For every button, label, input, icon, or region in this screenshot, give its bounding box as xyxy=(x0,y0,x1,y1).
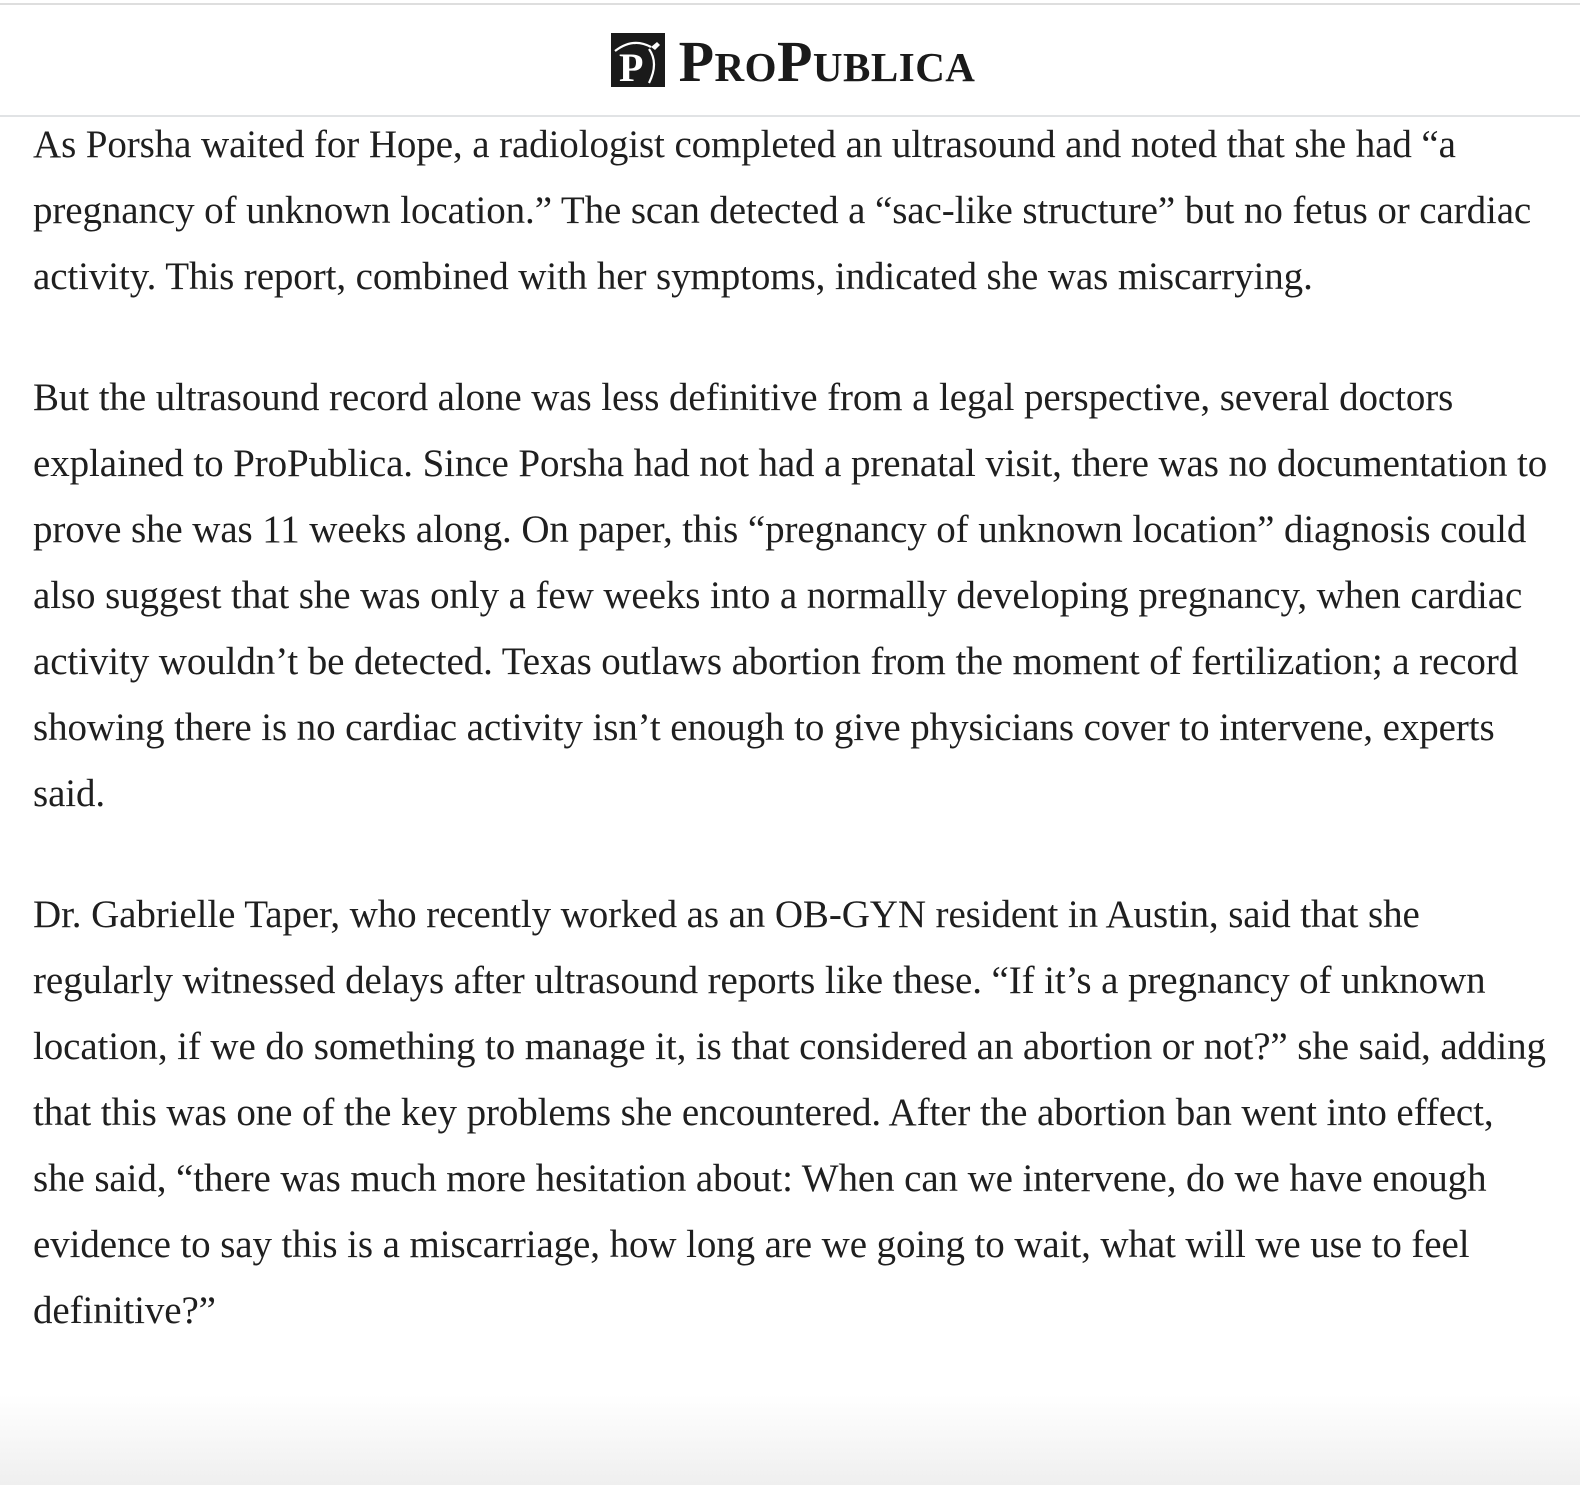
article-paragraph: Dr. Gabrielle Taper, who recently worked as an OB-GYN resident in Austin, said that she regularly witnessed delays after ultrasound reports like these. “If it’s a pregnancy of unknown location, if we do something to manage it, is that considered an abortion or not?” she said, adding that this was one of the key problems she encountered. After the abortion ban went into effect, she said, “there was much more hesitation about: When can we intervene, do we have enough evidence to say this is a miscarriage, how long are we going to wait, what will we use to feel definitive?” xyxy=(33,893,1546,1332)
brand-wordmark: ProPublica xyxy=(678,29,976,94)
article-body xyxy=(33,112,1548,1399)
propublica-p-mark-icon xyxy=(611,33,665,87)
propublica-logo[interactable] xyxy=(611,29,976,94)
article-paragraph: As Porsha waited for Hope, a radiologist completed an ultrasound and noted that she had “a pregnancy of unknown location.” The scan detected a “sac-like structure” but no fetus or cardiac activity. This report, combined with her symptoms, indicated she was miscarrying. xyxy=(33,123,1532,298)
logo-letter: P xyxy=(618,45,644,87)
masthead xyxy=(0,5,1580,117)
article-paragraph: But the ultrasound record alone was less definitive from a legal perspective, several doctors explained to ProPublica. Since Porsha had not had a prenatal visit, there was no documentation to prove she was 11 weeks along. On paper, this “pregnancy of unknown location” diagnosis could also suggest that she was only a few weeks into a normally developing pregnancy, when cardiac activity wouldn’t be detected. Texas outlaws abortion from the moment of fertilization; a record showing there is no cardiac activity isn’t enough to give physicians cover to intervene, experts said. xyxy=(33,376,1548,815)
bottom-scroll-fade xyxy=(0,1395,1580,1485)
